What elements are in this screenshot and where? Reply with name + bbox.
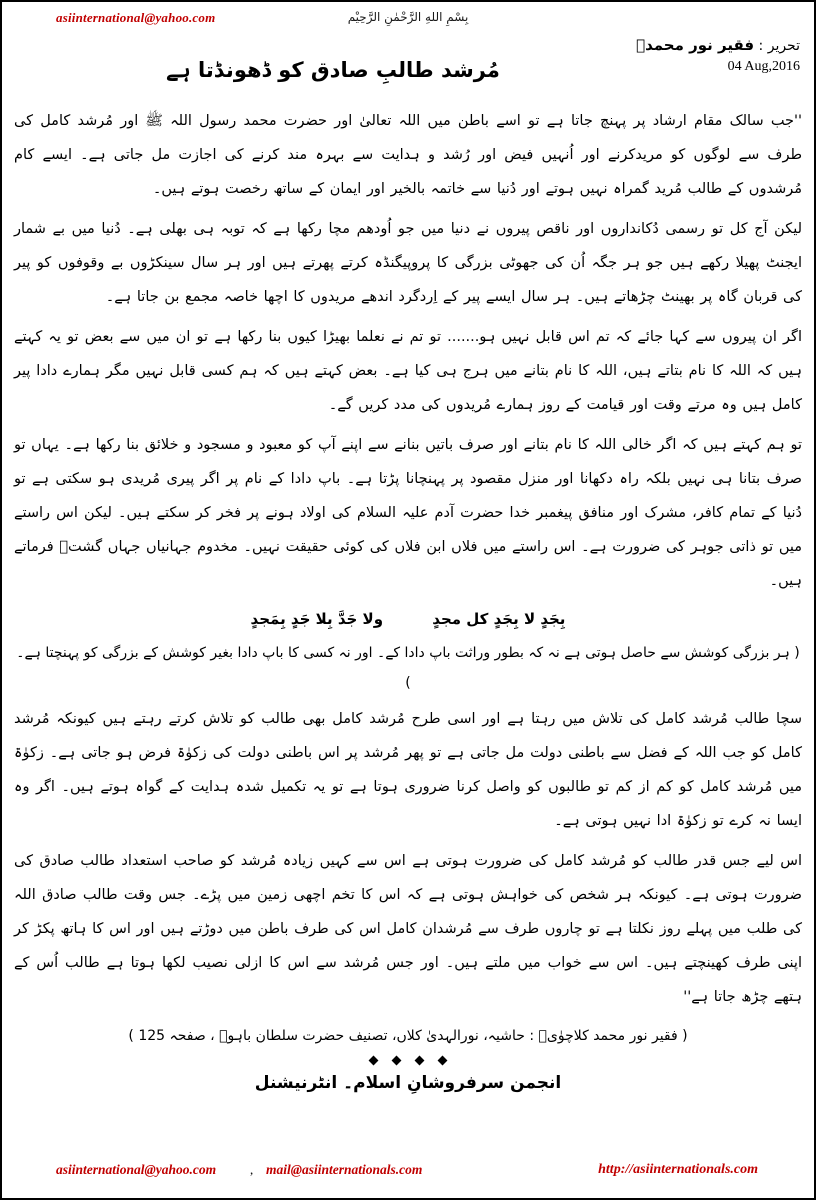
writer-line: [636, 36, 800, 54]
writer-name: فقیر نور محمدؒ: [636, 36, 755, 54]
footer-website-link[interactable]: http://asiinternationals.com: [598, 1162, 758, 1177]
page-title: مُرشد طالبِ صادق کو ڈھونڈتا ہے: [166, 58, 500, 82]
paragraph-5: سچا طالب مُرشد کامل کی تلاش میں رہتا ہے اور اسی طرح مُرشد کامل بھی طالب کو تلاش کرتے رہتے ہیں کیونکہ مُرشد کامل کو جب اللہ کے فضل سے باطنی دولت مل جاتی ہے تو پھر مُرشد پر اس باطنی دولت کی زکوٰۃ فرض ہو جاتی ہے۔ زکوٰۃ میں مُرشد کامل کو کم از کم تو طالبوں کو واصل کرنا ضروری ہوتا ہے تو یہ تکمیل شدہ ہدایت کے گواہ ہوتے ہیں۔ اگر وہ ایسا نہ کرے تو زکوٰۃ ادا نہیں ہوتی ہے۔: [14, 711, 802, 829]
writer-credit: [636, 36, 800, 75]
paragraph-1: ''جب سالک مقام ارشاد پر پہنچ جاتا ہے تو اسے باطن میں اللہ تعالیٰ اور حضرت محمد رسول اللہ ﷺ اور مُرشد کامل کی طرف سے لوگوں کو مریدکرنے اور اُنہیں فیض اور رُشد و ہدایت سے بہرہ مند کرنے کی اجازت مل جاتی ہے۔ ایسے کام مُرشدوں کے طالب مُرید گمراہ نہیں ہوتے اور دُنیا سے خاتمہ بالخیر اور ایمان کے ساتھ رخصت ہوتے ہیں۔: [14, 113, 802, 197]
footer-separator: ,: [250, 1162, 254, 1177]
paragraph-3: اگر ان پیروں سے کہا جائے کہ تم اس قابل نہیں ہو....... تو تم نے نعلما بھیڑا کیوں بنا رکھا ہے تو ان میں سے بعض تو یہ کہتے ہیں کہ اللہ کا نام بتاتے ہیں، اللہ کا نام بتانے میں ہرج ہی کیا ہے۔ بعض کہتے ہیں کہ ہم کسی قابل نہیں مگر ہمارے دادا پیر کامل ہیں وہ مرتے وقت اور قیامت کے روز ہمارے مُریدوں کی مدد کریں گے۔: [14, 329, 802, 413]
paragraph-2: لیکن آج کل تو رسمی دُکانداروں اور ناقص پیروں نے دنیا میں جو اُودھم مچا رکھا ہے کہ توبہ ہی بھلی ہے۔ دُنیا میں بے شمار ایجنٹ پھیلا رکھے ہیں جو ہر جگہ اُن کی جھوٹی بزرگی کا پروپیگنڈہ کرتے پھرتے ہیں اور ہر سال سینکڑوں بے وقوفوں کو پیر کی قربان گاہ پر بھینٹ چڑھاتے ہیں۔ ہر سال ایسے پیر کے اِردگرد اندھے مریدوں کا اچھا خاصہ مجمع بن جاتا ہے۔: [14, 221, 802, 305]
article-body: [10, 104, 806, 1093]
arabic-quote-right: بِجَدٍ لا بِجَدٍ کل مجدٍ: [432, 610, 566, 628]
diamond-divider: [10, 1054, 806, 1066]
footer-bar: [18, 1162, 798, 1182]
source-citation: ( فقیر نور محمد کلاچوٰیؒ : حاشیہ، نورالہدیٰ کلاں، تصنیف حضرت سلطان باہوؒ ، صفحہ 125 ): [128, 1028, 688, 1044]
paragraph-6: اس لیے جس قدر طالب کو مُرشد کامل کی ضرورت ہوتی ہے اس سے کہیں زیادہ مُرشد کو صاحب استعداد طالب صادق کی ضرورت ہوتی ہے۔ کیونکہ ہر شخص کی خواہش ہوتی ہے کہ اس کا تخم اچھی زمین میں پڑے۔ جس وقت طالب صادق اللہ کی طلب میں پہلے روز نکلتا ہے تو چاروں طرف سے مُرشدان کامل اس کی طرف باطن میں دوڑتے ہیں اور اس کا ہاتھ پکڑ کر اپنی طرف کھینچتے ہیں۔ اس سے خواب میں ملتے ہیں۔ اور جس مُرشد سے اس کا ازلی نصیب لکھا ہوتا ہے طالب اُس کے ہتھے چڑھ جاتا ہے'': [14, 853, 802, 1005]
footer-email-primary[interactable]: asiinternational@yahoo.com: [56, 1162, 217, 1177]
quote-translation-note: ( ہر بزرگی کوشش سے حاصل ہوتی ہے نہ کہ بطور وراثت باپ دادا کے۔ اور نہ کسی کا باپ دادا بغیر کوشش کے بزرگی کو پہنچتا ہے۔ ): [16, 645, 800, 691]
writer-label: تحریر :: [758, 38, 800, 54]
diamond-icon: [392, 1056, 402, 1066]
bismillah-line: بِسْمِ اللهِ الرَّحْمٰنِ الرَّحِيْم: [347, 10, 469, 24]
publish-date: 04 Aug,2016: [727, 59, 800, 74]
page-content: [10, 8, 806, 1192]
arabic-quote: [10, 604, 806, 634]
top-bar: [10, 8, 806, 34]
diamond-icon: [415, 1056, 425, 1066]
header-block: [10, 36, 806, 98]
footer-email-secondary[interactable]: mail@asiinternationals.com: [266, 1162, 423, 1177]
top-email-link[interactable]: asiinternational@yahoo.com: [56, 10, 216, 25]
organization-name: انجمن سرفروشانِ اسلام۔ انٹرنیشنل: [254, 1073, 562, 1093]
paragraph-4: تو ہم کہتے ہیں کہ اگر خالی اللہ کا نام بتانے اور صرف باتیں بنانے سے اپنے آپ کو معبود و مسجود و خلائق بنا رکھا ہے۔ یہاں تو صرف بتانا ہی نہیں بلکہ راہ دکھانا اور منزل مقصود پر پہنچانا پڑتا ہے۔ باپ دادا کے نام پر اگر پیری مُریدی ہو سکتی ہے تو دُنیا کے تمام کافر، مشرک اور منافق پیغمبر خدا حضرت آدم علیہ السلام کی اولاد ہونے پر فخر کر سکتے ہیں۔ لیکن اس راستے میں تو ذاتی جوہر کی ضرورت ہے۔ اس راستے میں فلاں ابن فلاں کی کوئی حقیقت نہیں۔ مخدوم جہانیاں جہاں گشتؒ فرماتے ہیں۔: [14, 437, 802, 589]
arabic-quote-left: ولا جَدَّ بِلا جَدٍ بِمَجدٍ: [250, 610, 384, 628]
diamond-icon: [369, 1056, 379, 1066]
diamond-icon: [438, 1056, 448, 1066]
